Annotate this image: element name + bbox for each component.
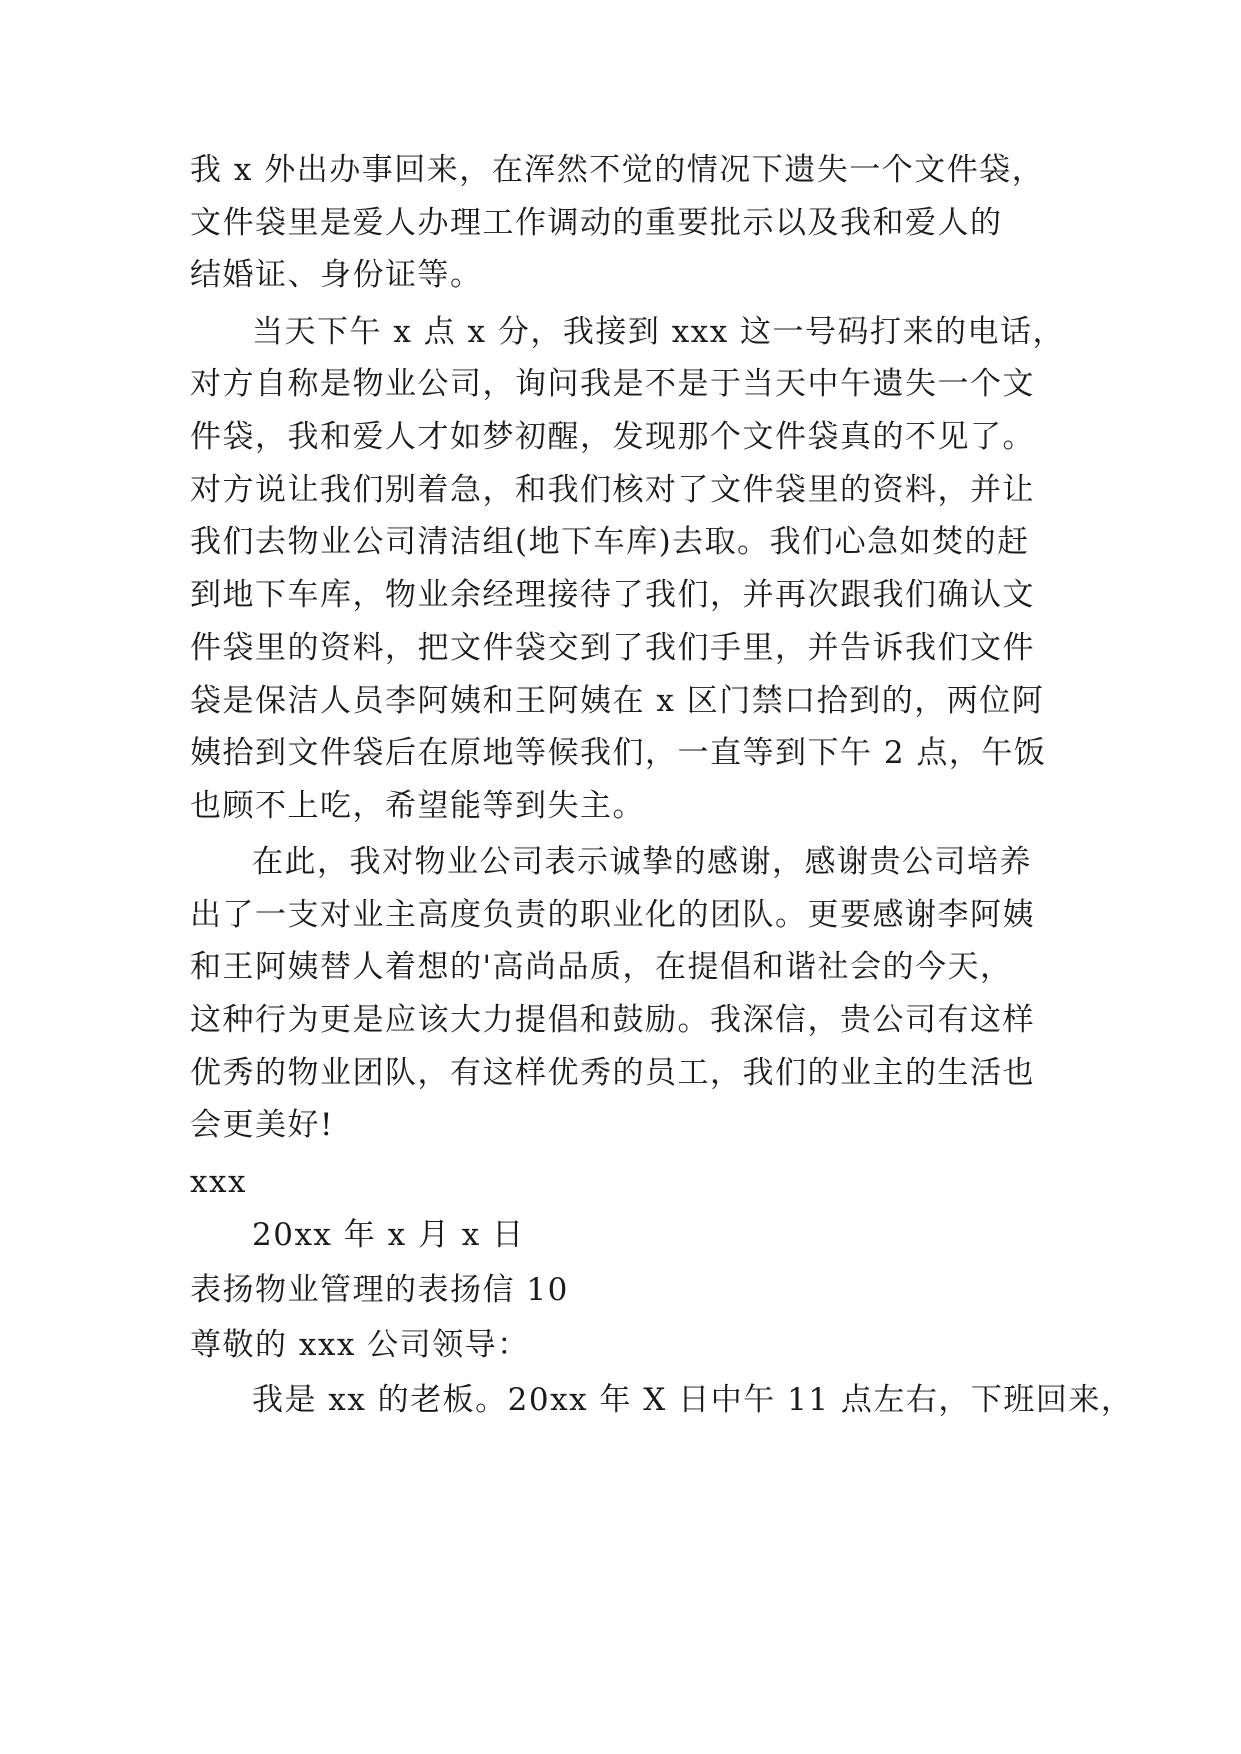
text-line: 和王阿姨替人着想的'高尚品质，在提倡和谐社会的今天，	[190, 949, 1013, 985]
text-line: 到地下车库，物业余经理接待了我们，并再次跟我们确认文	[190, 577, 1035, 613]
text-line: 件袋里的资料，把文件袋交到了我们手里，并告诉我们文件	[190, 630, 1035, 666]
paragraph-start-line: 当天下午 x 点 x 分，我接到 xxx 这一号码打来的电话，	[252, 314, 1066, 350]
text-line: 优秀的物业团队，有这样优秀的员工，我们的业主的生活也	[190, 1055, 1035, 1091]
text-line: 姨拾到文件袋后在原地等候我们，一直等到下午 2 点，午饭	[190, 735, 1047, 771]
date-line: 20xx 年 x 月 x 日	[252, 1217, 525, 1253]
text-line: 我 x 外出办事回来，在浑然不觉的情况下遗失一个文件袋，	[190, 152, 1045, 188]
text-line: 我们去物业公司清洁组(地下车库)去取。我们心急如焚的赶	[190, 524, 1030, 560]
text-line: 件袋，我和爱人才如梦初醒，发现那个文件袋真的不见了。	[190, 419, 1035, 455]
text-line: 文件袋里是爱人办理工作调动的重要批示以及我和爱人的	[190, 205, 1003, 241]
text-line: 对方自称是物业公司，询问我是不是于当天中午遗失一个文	[190, 366, 1035, 402]
salutation-line: 尊敬的 xxx 公司领导：	[190, 1327, 530, 1363]
text-line: 结婚证、身份证等。	[190, 257, 483, 293]
section-heading: 表扬物业管理的表扬信 10	[190, 1272, 569, 1308]
text-line: 袋是保洁人员李阿姨和王阿姨在 x 区门禁口拾到的，两位阿	[190, 683, 1045, 719]
text-line: 会更美好!	[190, 1107, 334, 1143]
text-line: 对方说让我们别着急，和我们核对了文件袋里的资料，并让	[190, 472, 1035, 508]
paragraph-start-line: 在此，我对物业公司表示诚挚的感谢，感谢贵公司培养	[252, 844, 1032, 880]
text-line: 也顾不上吃，希望能等到失主。	[190, 788, 645, 824]
text-line: 出了一支对业主高度负责的职业化的团队。更要感谢李阿姨	[190, 897, 1035, 933]
text-line: 这种行为更是应该大力提倡和鼓励。我深信，贵公司有这样	[190, 1002, 1035, 1038]
paragraph-start-line: 我是 xx 的老板。20xx 年 X 日中午 11 点左右，下班回来，	[252, 1382, 1134, 1418]
signature-line: xxx	[190, 1164, 247, 1200]
